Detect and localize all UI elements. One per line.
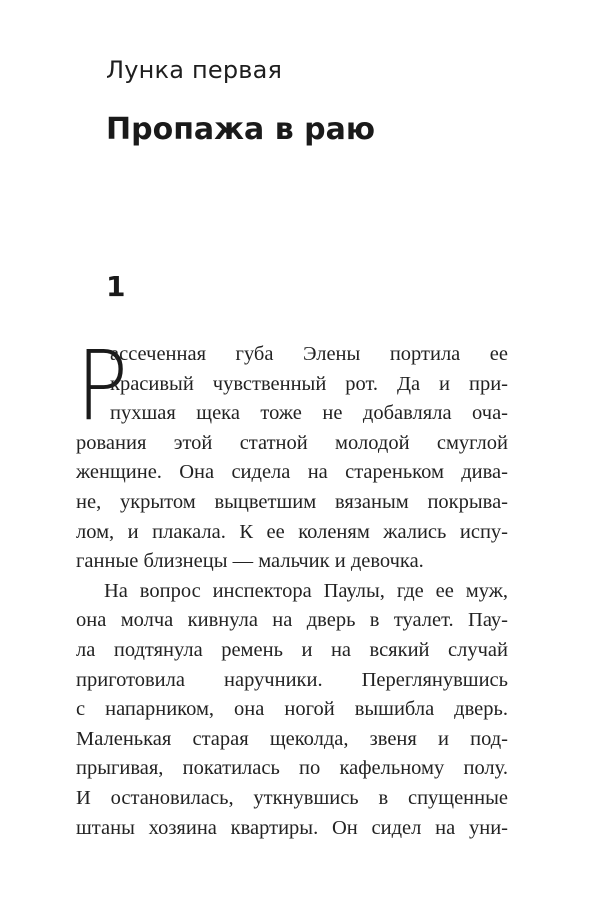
paragraph-1	[76, 330, 508, 577]
text-line: На вопрос инспектора Паулы, где ее муж,	[104, 579, 508, 602]
text-line: И остановилась, уткнувшись в спущенные	[76, 786, 508, 809]
text-line: ассеченная губа Элены портила ее	[110, 343, 508, 365]
text-line: рования этой статной молодой смуглой	[76, 431, 508, 454]
text-line: ла подтянула ремень и на всякий случай	[76, 638, 508, 661]
text-line: Маленькая старая щеколда, звеня и под-	[76, 727, 508, 750]
text-line: пухшая щека тоже не добавляла оча-	[110, 402, 508, 425]
text-line: прыгивая, покатилась по кафельному полу.	[76, 757, 508, 780]
text-line: штаны хозяина квартиры. Он сидел на уни-	[76, 816, 508, 839]
text-line: ганные близнецы — мальчик и девочка.	[76, 550, 424, 573]
text-line: лом, и плакала. К ее коленям жались испу-	[76, 520, 508, 543]
chapter-title: Пропажа в раю	[106, 112, 376, 147]
text-line: женщине. Она сидела на стареньком дива-	[76, 461, 508, 484]
text-line: не, укрытом выцветшим вязаным покрыва-	[76, 490, 508, 513]
drop-cap: Р	[76, 330, 129, 442]
text-line: красивый чувственный рот. Да и при-	[110, 372, 508, 395]
text-line: приготовила наручники. Переглянувшись	[76, 668, 508, 691]
paragraph-2	[76, 577, 508, 843]
part-label: Лунка первая	[106, 56, 283, 84]
text-line: она молча кивнула на дверь в туалет. Пау-	[76, 609, 508, 632]
section-number: 1	[106, 270, 126, 303]
body-text	[76, 330, 508, 843]
text-line: с напарником, она ногой вышибла дверь.	[76, 698, 508, 721]
